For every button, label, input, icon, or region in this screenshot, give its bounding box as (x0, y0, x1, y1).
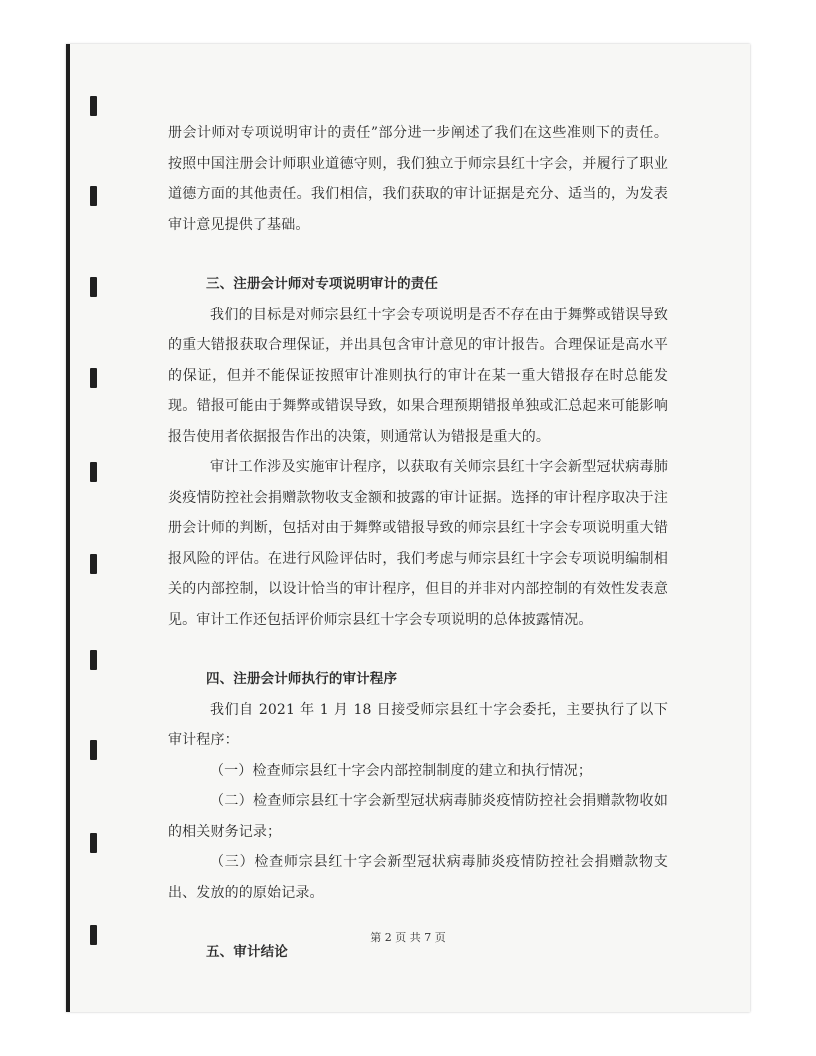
section-heading-4: 四、注册会计师执行的审计程序 (206, 671, 398, 687)
binding-hole (90, 833, 97, 853)
section-heading-5: 五、审计结论 (206, 944, 288, 960)
section-heading-3: 三、注册会计师对专项说明审计的责任 (206, 276, 439, 292)
binding-hole (90, 96, 97, 116)
binding-hole (90, 650, 97, 670)
paragraph-objective: 我们的目标是对师宗县红十字会专项说明是否不存在由于舞弊或错误导致的重大错报获取合理保证，并出具包含审计意见的审计报告。合理保证是高水平的保证，但并不能保证按照审计准则执行的审计在某一重大错报存在时总能发现。错报可能由于舞弊或错误导致，如果合理预期错报单独或汇总起来可能影响报告使用者依据报告作出的决策，则通常认为错报是重大的。 (168, 306, 668, 445)
binding-hole (90, 554, 97, 574)
paragraph-continuation: 册会计师对专项说明审计的责任”部分进一步阐述了我们在这些准则下的责任。按照中国注册会计师职业道德守则，我们独立于师宗县红十字会，并履行了职业道德方面的其他责任。我们相信，我们获取的审计证据是充分、适当的，为发表审计意见提供了基础。 (168, 125, 668, 233)
binding-hole (90, 740, 97, 760)
document-body (168, 118, 668, 968)
binding-hole (90, 368, 97, 388)
binding-hole (90, 277, 97, 297)
procedure-item-1: （一）检查师宗县红十字会内部控制制度的建立和执行情况； (210, 762, 593, 779)
binding-hole (90, 462, 97, 482)
page-binding-edge (66, 44, 70, 1012)
paragraph-audit-work: 审计工作涉及实施审计程序，以获取有关师宗县红十字会新型冠状病毒肺炎疫情防控社会捐赠款物收支金额和披露的审计证据。选择的审计程序取决于注册会计师的判断，包括对由于舞弊或错报导致的师宗县红十字会专项说明重大错报风险的评估。在进行风险评估时，我们考虑与师宗县红十字会专项说明编制相关的内部控制，以设计恰当的审计程序，但目的并非对内部控制的有效性发表意见。审计工作还包括评价师宗县红十字会专项说明的总体披露情况。 (168, 459, 668, 628)
binding-hole (90, 186, 97, 206)
paragraph-procedures-intro: 我们自 2021 年 1 月 18 日接受师宗县红十字会委托，主要执行了以下审计程序： (168, 701, 668, 748)
procedure-item-3: （三）检查师宗县红十字会新型冠状病毒肺炎疫情防控社会捐赠款物支出、发放的的原始记录。 (168, 854, 668, 901)
page-number: 第 2 页 共 7 页 (370, 931, 446, 944)
procedure-item-2: （二）检查师宗县红十字会新型冠状病毒肺炎疫情防控社会捐赠款物收如的相关财务记录； (168, 793, 668, 840)
